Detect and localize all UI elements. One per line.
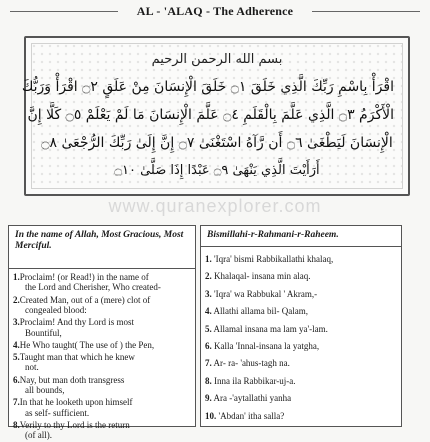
transliteration-verse [205, 411, 397, 422]
transliteration-verse [205, 306, 397, 317]
verse-text: Taught man that which he knew [19, 352, 135, 363]
verse-number: 6. [13, 374, 20, 385]
watermark: www.quranexplorer.com [108, 196, 322, 216]
verse-text: 'Iqra' wa Rabbukal ' Akram,- [214, 288, 318, 299]
arabic-line-3: الْإِنسَانَ لَيَطْغَىٰ ۝٦ أَن رَّآهُ اسْتَغْنَىٰ ۝٧ إِنَّ إِلَىٰ رَبِّكَ الرُّجْعَىٰ ۝٨ [41, 135, 393, 151]
arabic-line-4: أَرَأَيْتَ الَّذِي يَنْهَىٰ ۝٩ عَبْدًا إِذَا صَلَّىٰ ۝١٠ [114, 163, 320, 178]
basmala: بسم الله الرحمن الرحيم [151, 52, 283, 67]
translation-verse-list [13, 272, 191, 442]
verse-text-continued: congealed blood: [25, 305, 87, 316]
translation-verse [13, 375, 191, 396]
verse-text: Ara -'aytallathi yanha [213, 393, 292, 404]
verse-text: Khalaqal- insana min alaq. [214, 271, 311, 282]
verse-number: 7. [13, 397, 20, 408]
arabic-line-1: اقْرَأْ بِاسْمِ رَبِّكَ الَّذِي خَلَقَ ۝١ خَلَقَ الْإِنسَانَ مِنْ عَلَقٍ ۝٢ اقْرَأْ وَرَبُّكَ [21, 79, 394, 95]
title-rule-right [312, 11, 420, 12]
transliteration-header: Bismillahi-r-Rahmani-r-Raheem. [207, 230, 339, 240]
translation-panel [8, 225, 196, 441]
translation-verse [13, 352, 191, 373]
transliteration-verse [205, 324, 397, 335]
translation-divider [9, 268, 195, 269]
quran-arabic-panel [21, 36, 410, 196]
verse-text-continued: Bountiful, [25, 327, 62, 338]
verse-text-continued: as self- sufficient. [25, 407, 90, 418]
verse-text: Allathi allama bil- Qalam, [213, 306, 308, 317]
verse-text: Allamal insana ma lam ya'-lam. [213, 323, 328, 334]
verse-number: 2. [205, 271, 212, 282]
translation-verse [13, 272, 191, 293]
verse-number: 7. [205, 358, 212, 369]
transliteration-verse [205, 289, 397, 300]
transliteration-verse-list [205, 254, 397, 428]
verse-text: Inna ila Rabbikar-uj-a. [214, 375, 296, 386]
verse-text: Kalla 'Innal-insana la yatgha, [214, 340, 320, 351]
verse-text: Verily to thy Lord is the return [19, 419, 130, 430]
verse-number: 8. [13, 419, 20, 430]
verse-number: 3. [205, 288, 212, 299]
verse-text-continued: (of all). [25, 430, 52, 441]
translation-verse [13, 317, 191, 338]
transliteration-divider [201, 246, 401, 247]
verse-number: 4. [13, 339, 20, 350]
page-title: AL - 'ALAQ - The Adherence [136, 4, 294, 18]
arabic-text-area [21, 48, 394, 184]
verse-text: 'Iqra' bismi Rabbikallathi khalaq, [214, 254, 334, 264]
verse-text-continued: not. [25, 362, 39, 373]
verse-number: 4. [205, 306, 212, 317]
verse-number: 1. [13, 272, 20, 282]
title-rule-left [10, 11, 118, 12]
verse-text: Created Man, out of a (mere) clot of [19, 294, 151, 305]
transliteration-verse [205, 393, 397, 404]
translation-header: In the name of Allah, Most Gracious, Most Merciful. [15, 230, 184, 251]
verse-text: Proclaim! (or Read!) in the name of [19, 272, 149, 282]
verse-text-continued: all bounds, [25, 385, 65, 396]
transliteration-verse [205, 254, 397, 265]
verse-number: 2. [13, 294, 20, 305]
translation-verse [13, 295, 191, 316]
transliteration-verse [205, 376, 397, 387]
verse-number: 1. [205, 254, 212, 264]
verse-text: He Who taught( The use of ) the Pen, [19, 339, 155, 350]
verse-text-continued: the Lord and Cherisher, Who created- [25, 282, 161, 293]
verse-text: In that he looketh upon himself [19, 397, 133, 408]
verse-number: 10. [205, 410, 217, 421]
verse-text: Proclaim! And thy Lord is most [19, 317, 134, 328]
transliteration-verse [205, 358, 397, 369]
transliteration-verse [205, 271, 397, 282]
verse-text: 'Abdan' itha salla? [218, 410, 285, 421]
translation-verse [13, 397, 191, 418]
translation-verse [13, 420, 191, 441]
verse-number: 3. [13, 317, 20, 328]
transliteration-panel [200, 225, 402, 427]
translation-verse [13, 340, 191, 350]
verse-number: 5. [13, 352, 20, 363]
verse-number: 5. [205, 323, 212, 334]
verse-text: Ar- ra- 'ahus-tagh na. [213, 358, 290, 369]
arabic-line-2: الْأَكْرَمُ ۝٣ الَّذِي عَلَّمَ بِالْقَلَمِ ۝٤ عَلَّمَ الْإِنسَانَ مَا لَمْ يَعْلَمْ ۝٥ كَلَّا إِنَّ [27, 107, 394, 123]
verse-text: Nay, but man doth transgress [19, 374, 125, 385]
verse-number: 6. [205, 340, 212, 351]
verse-number: 8. [205, 375, 212, 386]
verse-number: 9. [205, 393, 212, 404]
transliteration-verse [205, 341, 397, 352]
